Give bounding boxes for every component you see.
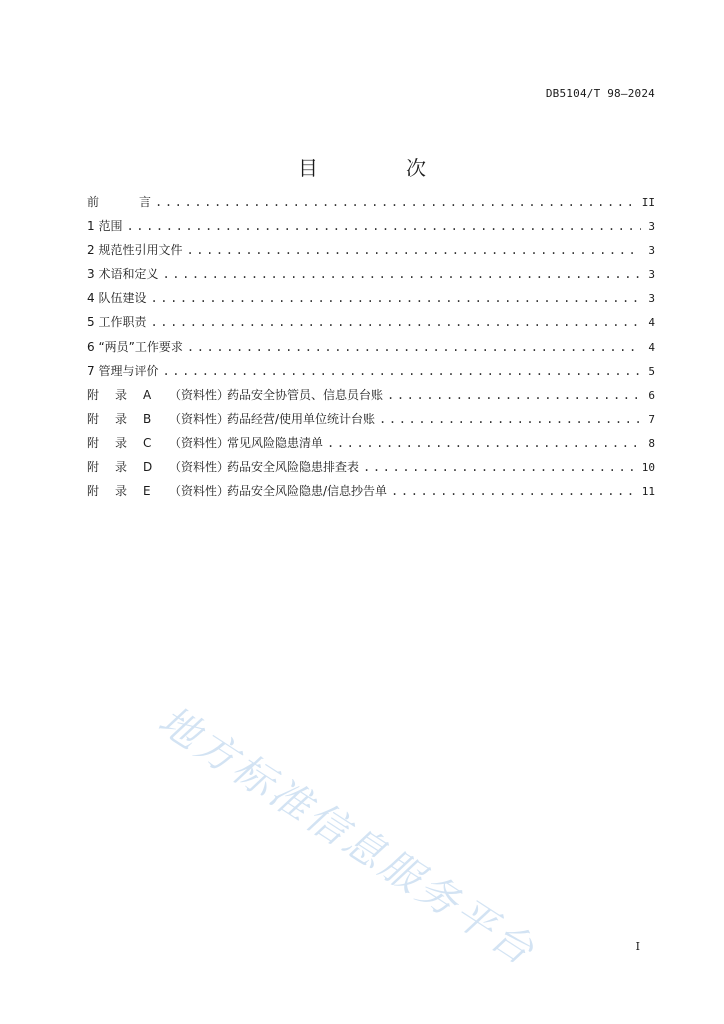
- toc-entry-page: 8: [648, 436, 655, 450]
- appendix-prefix: 录: [115, 460, 128, 475]
- appendix-letter: B: [143, 411, 152, 426]
- dot-leader: [363, 455, 638, 479]
- dot-leader: [155, 190, 638, 214]
- appendix-prefix: 附: [87, 460, 100, 475]
- toc-appendix-entry-e[interactable]: [87, 479, 655, 503]
- toc-entry-label: 4 队伍建设: [87, 291, 147, 306]
- appendix-prefix: 附: [87, 484, 100, 499]
- appendix-title: 常见风险隐患清单: [227, 435, 324, 450]
- appendix-type: （资料性）: [169, 484, 230, 499]
- toc-entry-page: 4: [648, 340, 655, 354]
- appendix-type: （资料性）: [169, 387, 230, 402]
- appendix-prefix: 录: [115, 435, 128, 450]
- table-of-contents: [87, 190, 655, 503]
- toc-entry-label: 6 “两员”工作要求: [87, 339, 183, 354]
- appendix-type: （资料性）: [169, 411, 230, 426]
- dot-leader: [186, 238, 641, 262]
- appendix-prefix: 录: [115, 484, 128, 499]
- dot-leader: [126, 214, 641, 238]
- toc-entry-page: 11: [641, 485, 655, 499]
- toc-entry[interactable]: [87, 238, 655, 262]
- dot-leader: [379, 407, 641, 431]
- appendix-prefix: 录: [115, 411, 128, 426]
- appendix-letter: C: [143, 435, 152, 450]
- toc-appendix-entry-c[interactable]: [87, 431, 655, 455]
- appendix-prefix: 附: [87, 387, 100, 402]
- toc-appendix-entry-b[interactable]: [87, 407, 655, 431]
- appendix-letter: E: [143, 484, 151, 499]
- standard-code: DB5104/T 98—2024: [545, 87, 655, 100]
- toc-entry-label: 7 管理与评价: [87, 363, 159, 378]
- toc-title: 目 次: [298, 156, 460, 180]
- toc-entry-label-part2: 言: [139, 195, 152, 209]
- dot-leader: [150, 286, 641, 310]
- toc-entry-label: 5 工作职责: [87, 315, 147, 330]
- appendix-type: （资料性）: [169, 435, 230, 450]
- toc-entry-page: 6: [648, 388, 655, 402]
- toc-entry-page: II: [641, 196, 655, 209]
- dot-leader: [327, 431, 641, 455]
- toc-entry-page: 3: [648, 220, 655, 234]
- appendix-letter: A: [143, 387, 152, 402]
- toc-entry[interactable]: [87, 286, 655, 310]
- toc-entry[interactable]: [87, 335, 655, 359]
- watermark: 地方标准信息服务平台: [150, 697, 545, 976]
- toc-entry[interactable]: [87, 214, 655, 238]
- toc-entry-label: 2 规范性引用文件: [87, 243, 183, 258]
- appendix-prefix: 附: [87, 411, 100, 426]
- toc-appendix-entry-d[interactable]: [87, 455, 655, 479]
- toc-entry-label-part1: 前: [87, 195, 100, 209]
- toc-entry-page: 3: [648, 244, 655, 258]
- toc-entry-page: 3: [648, 292, 655, 306]
- toc-entry-page: 7: [648, 412, 655, 426]
- appendix-prefix: 附: [87, 435, 100, 450]
- toc-entry[interactable]: [87, 359, 655, 383]
- toc-entry-page: 5: [648, 364, 655, 378]
- toc-entry-page: 10: [641, 461, 655, 475]
- toc-entry-page: 3: [648, 268, 655, 282]
- toc-entry-foreword[interactable]: [87, 190, 655, 214]
- toc-appendix-entry-a[interactable]: [87, 383, 655, 407]
- appendix-letter: D: [143, 460, 153, 475]
- dot-leader: [150, 310, 641, 334]
- page-number: I: [635, 940, 640, 953]
- dot-leader: [162, 262, 641, 286]
- dot-leader: [187, 335, 641, 359]
- appendix-title: 药品经营/使用单位统计台账: [227, 411, 376, 426]
- dot-leader: [387, 383, 641, 407]
- appendix-title: 药品安全协管员、信息员台账: [227, 387, 384, 402]
- dot-leader: [391, 479, 638, 503]
- dot-leader: [162, 359, 641, 383]
- appendix-title: 药品安全风险隐患排查表: [227, 460, 360, 475]
- toc-entry-label: 1 范围: [87, 219, 123, 234]
- toc-entry[interactable]: [87, 262, 655, 286]
- toc-entry-label: 3 术语和定义: [87, 267, 159, 282]
- toc-entry-page: 4: [648, 316, 655, 330]
- appendix-prefix: 录: [115, 387, 128, 402]
- appendix-type: （资料性）: [169, 460, 230, 475]
- toc-entry[interactable]: [87, 310, 655, 334]
- appendix-title: 药品安全风险隐患/信息抄告单: [227, 484, 388, 499]
